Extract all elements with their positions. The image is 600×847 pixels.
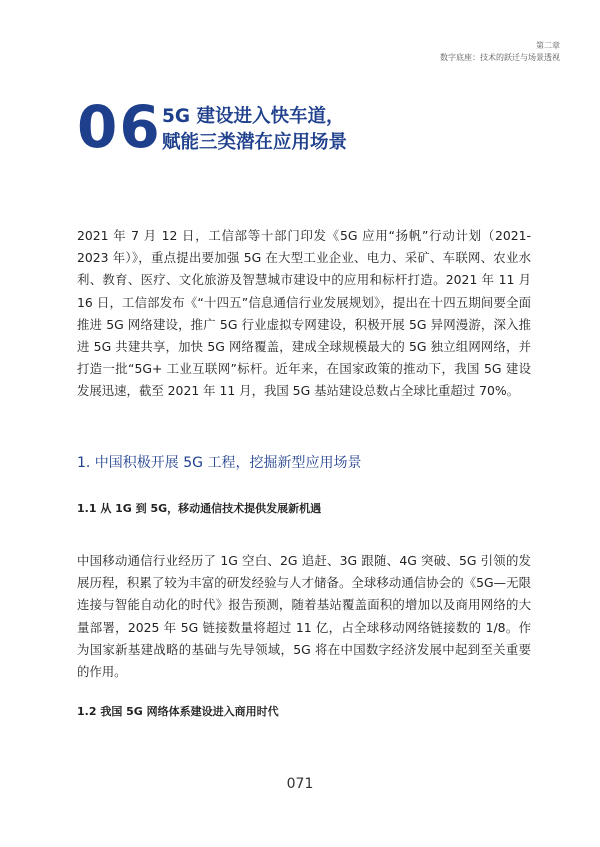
running-header-subtitle: 数字底座：技术的跃迁与场景透视 [440,53,560,62]
section-heading: 1. 中国积极开展 5G 工程，挖掘新型应用场景 [77,455,362,471]
running-header [440,40,560,64]
chapter-title-line-1: 5G 建设进入快车道， [162,106,345,127]
chapter-title-line-2: 赋能三类潜在应用场景 [162,132,348,153]
subsection-heading-1-2: 1.2 我国 5G 网络体系建设进入商用时代 [77,705,279,718]
running-header-chapter: 第二章 [536,41,560,50]
chapter-title [162,104,347,156]
page-number: 071 [286,776,314,792]
subsection-heading-1-1: 1.1 从 1G 到 5G，移动通信技术提供发展新机遇 [77,502,322,515]
intro-paragraph: 2021 年 7 月 12 日，工信部等十部门印发《5G 应用“扬帆”行动计划（2021-2023 年）》，重点提出要加强 5G 在大型工业企业、电力、采矿、车联网、农业水利、教育、医疗、文化旅游及智慧城市建设中的应用和标杆打造。2021 年 11 月 16 日，工信部发布《“十四五”信息通信行业发展规划》，提出在十四五期间要全面推进 5G 网络建设，推广 5G 行业虚拟专网建设，积极开展 5G 异网漫游，深入推进 5G 共建共享，加快 5G 网络覆盖，建成全球规模最大的 5G 独立组网网络，并打造一批“5G+ 工业互联网”标杆。近年来，在国家政策的推动下，我国 5G 建设发展迅速，截至 2021 年 11 月，我国 5G 基站建设总数占全球比重超过 70%。 [77,228,531,399]
chapter-number: 06 [77,93,162,161]
body-paragraph: 中国移动通信行业经历了 1G 空白、2G 追赶、3G 跟随、4G 突破、5G 引领的发展历程，积累了较为丰富的研发经验与人才储备。全球移动通信协会的《5G—无限连接与智能自动化的时代》报告预测，随着基站覆盖面积的增加以及商用网络的大量部署，2025 年 5G 链接数量将超过 11 亿，占全球移动网络链接数的 1/8。作为国家新基建战略的基础与先导领域，5G 将在中国数字经济发展中起到至关重要的作用。 [77,553,531,680]
